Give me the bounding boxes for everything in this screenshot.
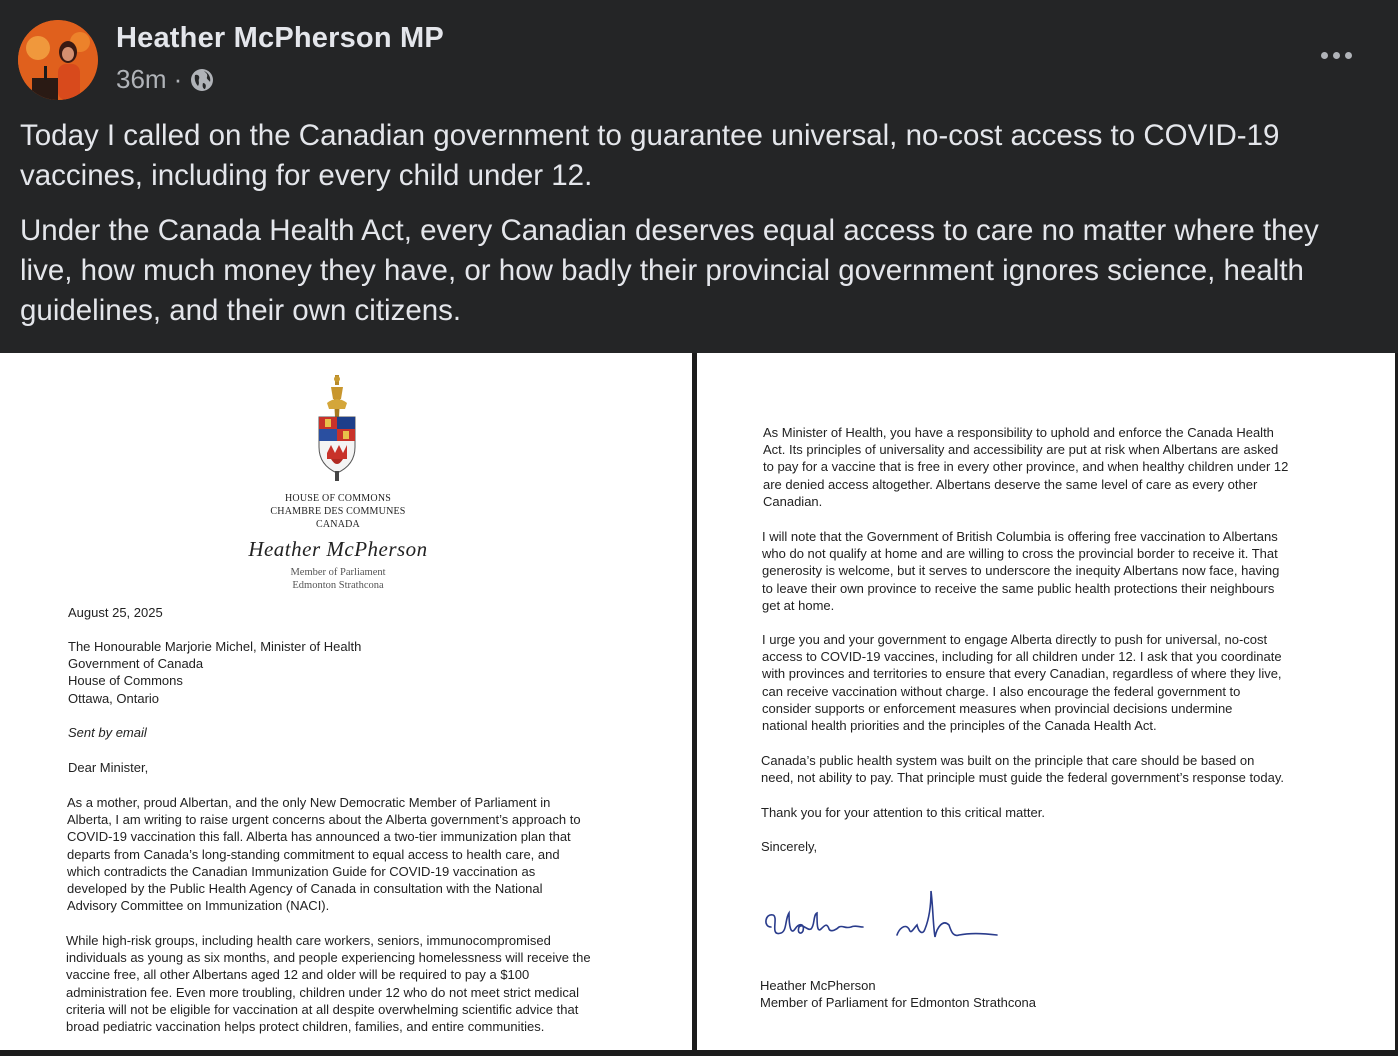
letter-line: vaccine free, all other Albertans aged 12 and older will be required to pay a $100 [66, 967, 530, 983]
handwritten-signature [759, 883, 1009, 953]
letter-line: While high-risk groups, including health care workers, seniors, immunocompromised [66, 933, 551, 948]
letter-line: Canada’s public health system was built on the principle that care should be based on [761, 753, 1255, 768]
more-options-icon [1345, 52, 1352, 59]
letter-paragraph [761, 752, 1284, 786]
letter-line: administration fee. Even more troubling, children under 12 who do not meet strict medical [66, 984, 580, 1000]
letter-line: criteria will not be eligible for vaccination at all despite overwhelming scientific advice that [66, 1001, 579, 1017]
recipient-line: The Honourable Marjorie Michel, Minister of Health [68, 639, 362, 654]
letter-line: access to COVID-19 vaccines, including for all children under 12. I ask that you coordinate [762, 649, 1282, 665]
letter-line: generosity is welcome, but it serves to underscore the inequity Albertans now face, having [762, 563, 1280, 579]
post-timestamp[interactable]: 36m [116, 64, 167, 94]
recipient-line: Government of Canada [68, 656, 204, 672]
letter-date: August 25, 2025 [68, 605, 163, 620]
house-of-commons-crest-icon [305, 373, 369, 483]
member-line: Edmonton Strathcona [292, 580, 384, 591]
post-text [20, 116, 1378, 346]
letter-line: individuals as young as six months, and people experiencing homelessness will receive the [66, 950, 591, 966]
letter-line: with provinces and territories to ensure that every Canadian, regardless of where they live, [762, 666, 1282, 682]
letterhead-line: CANADA [316, 518, 360, 530]
letterhead-script-name: Heather McPherson [248, 537, 428, 561]
letter-line: to pay for a vaccine that is free in every other province, and when healthy children under 12 [763, 459, 1289, 475]
letter-line: Canadian. [763, 493, 823, 509]
letterhead-line: CHAMBRE DES COMMUNES [270, 505, 406, 517]
letter-line: who do not qualify at home and are willing to cross the provincial border to receive it. That [762, 546, 1278, 562]
post-paragraph: Today I called on the Canadian government to guarantee universal, no-cost access to COVID-19 vaccines, including for every child under 12. [20, 119, 1280, 192]
globe-icon[interactable] [189, 67, 215, 93]
signature-block [760, 977, 1036, 1011]
letterhead [236, 493, 440, 531]
more-options-icon [1333, 52, 1340, 59]
letter-line: As Minister of Health, you have a responsibility to uphold and enforce the Canada Health [763, 425, 1274, 440]
letter-paragraph [66, 932, 591, 1035]
post-meta [116, 64, 215, 95]
recipient-line: House of Commons [68, 673, 183, 689]
letter-line: to leave their own province to receive the same public health protections their neighbours [762, 580, 1275, 596]
letterhead-line: HOUSE OF COMMONS [285, 493, 391, 504]
letter-line: national health priorities and the principles of the Canada Health Act. [762, 718, 1157, 734]
signature-name: Heather McPherson [760, 978, 876, 993]
recipient-line: Ottawa, Ontario [68, 690, 160, 706]
post-paragraph: Under the Canada Health Act, every Canadian deserves equal access to care no matter where they live, how much money they have, or how badly their provincial government ignores science, health guidelines, and their own citizens. [20, 214, 1319, 327]
letter-paragraph [762, 631, 1282, 734]
letter-line: departs from Canada’s long-standing commitment to equal access to health care, and [67, 846, 560, 862]
member-line: Member of Parliament [290, 567, 386, 578]
signature-title: Member of Parliament for Edmonton Strathcona [760, 995, 1037, 1011]
more-options-button[interactable] [1316, 42, 1356, 68]
letter-line: Alberta, I am writing to raise urgent concerns about the Alberta government’s approach to [67, 812, 581, 828]
letter-line: are denied access altogether. Albertans deserve the same level of care as every other [763, 476, 1258, 492]
letter-line: Advisory Committee on Immunization (NACI). [67, 898, 330, 914]
letter-line: COVID-19 vaccination this fall. Alberta has announced a two-tier immunization plan that [67, 829, 571, 845]
letter-page-1[interactable] [0, 353, 692, 1050]
meta-separator: · [173, 64, 183, 94]
letter-line: As a mother, proud Albertan, and the only New Democratic Member of Parliament in [67, 795, 551, 810]
sent-by-email: Sent by email [68, 725, 147, 740]
letter-recipient [68, 638, 361, 707]
more-options-icon [1321, 52, 1328, 59]
letter-line: consider supports or enforcement measures when provincial decisions undermine [762, 700, 1233, 716]
letter-page-2[interactable] [697, 353, 1395, 1050]
letter-line: can receive vaccination without charge. I also encourage the federal government to [762, 683, 1241, 699]
avatar[interactable] [18, 20, 98, 100]
post-images [0, 353, 1398, 1056]
letter-paragraph [763, 424, 1288, 510]
letter-line: I will note that the Government of British Columbia is offering free vaccination to Albertans [762, 529, 1278, 544]
author-name[interactable]: Heather McPherson MP [116, 22, 444, 54]
letter-line: I urge you and your government to engage Alberta directly to push for universal, no-cost [762, 632, 1268, 647]
letter-line: Thank you for your attention to this critical matter. [761, 805, 1045, 820]
letter-line: developed by the Public Health Agency of Canada in consultation with the National [67, 881, 543, 897]
closing: Sincerely, [761, 839, 818, 854]
letter-line: broad pediatric vaccination helps protect children, families, and entire communities. [66, 1019, 545, 1035]
letter-line: which contradicts the Canadian Immunization Guide for COVID-19 vaccination as [67, 863, 536, 879]
letter-line: need, not ability to pay. That principle must guide the federal government’s response today. [761, 770, 1284, 786]
letter-line: get at home. [762, 597, 835, 613]
letter-paragraph [761, 804, 1045, 821]
salutation: Dear Minister, [68, 760, 149, 775]
letter-line: Act. Its principles of universality and accessibility are put at risk when Albertans are asked [763, 442, 1279, 458]
letter-paragraph [762, 528, 1279, 614]
letterhead-member [236, 566, 440, 592]
letter-paragraph [67, 794, 581, 914]
